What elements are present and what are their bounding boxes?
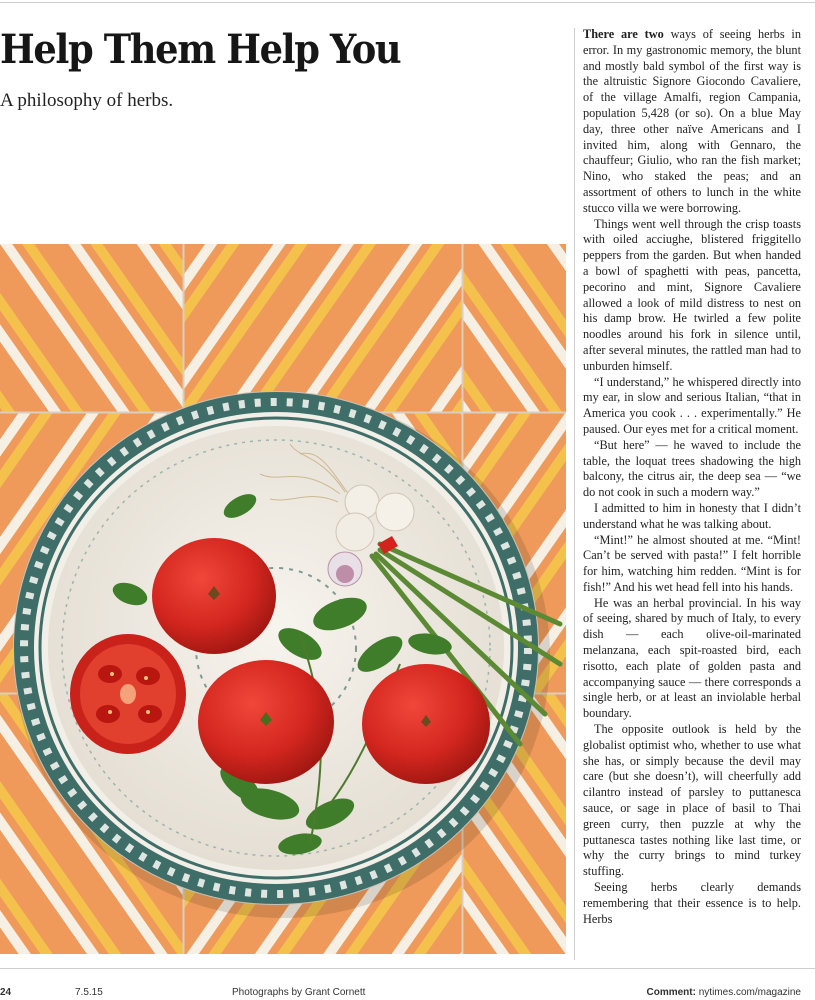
article-paragraph: “I understand,” he whispered directly into my ear, in slow and serious Italian, “that in America you cook . . . experimentally.” He paused. Our eyes met for a critical moment. [583, 374, 801, 436]
article-paragraph: “But here” — he waved to include the table, the loquat trees shadowing the high balcony, the citrus air, the deep sea — “we do not cook in such a modern way.” [583, 437, 801, 500]
tomato-top [152, 538, 276, 654]
article-paragraph: He was an herbal provincial. In his way of seeing, shared by much of Italy, to every dish — each olive-oil-marinated melanzana, each spit-roasted bird, each risotto, each plate of golden pasta and accompanying sauce — there corresponds a single herb, or at least an inviolable herbal boundary. [583, 595, 801, 721]
tomato-center [198, 660, 334, 784]
issue-date: 7.5.15 [75, 987, 103, 998]
tomato-plate-illustration [0, 244, 566, 954]
article-paragraph: There are two ways of seeing herbs in error. In my gastronomic memory, the blunt and mostly bald symbol of the first way is the altruistic Signore Giocondo Cavaliere, of the village Amalfi, region Campania, population 5,428 (or so). On a blue May day, three other naïve Americans and I invited him, along with Gennaro, the chauffeur; Giulio, who ran the fish market; Nino, who staked the peas; and an assortment of others to lunch in the white stucco villa we were borrowing. [583, 27, 801, 215]
comment-line [647, 987, 802, 998]
article-paragraph: I admitted to him in honesty that I didn’t understand what he was talking about. [583, 500, 801, 531]
page-number: 24 [0, 987, 12, 998]
article-photo [0, 244, 566, 954]
article-paragraph: The opposite outlook is held by the globalist optimist who, whether to use what she has, or simply because the devil may care (but she doesn’t), will cheerfully add cilantro instead of parsley to puttanesca sauce, or sage in place of basil to Thai green curry, then puzzle at why the puttanesca tastes nothing like last time, or why the curry brings to mind turkey stuffing. [583, 722, 801, 879]
tomato-halved [70, 634, 186, 754]
comment-link[interactable]: nytimes.com/magazine [698, 987, 801, 998]
article-lead: There are two [583, 27, 664, 41]
photo-credit: Photographs by Grant Cornett [232, 987, 366, 998]
article-body [583, 27, 801, 957]
article-paragraph: Things went well through the crisp toasts with oiled acciughe, blistered friggitello peppers from the garden. But when handed a bowl of spaghetti with peas, pancetta, pecorino and mint, Signore Cavaliere allowed a look of mild distress to nest on his damp brow. He twirled a few polite noodles around his fork in silence until, after several minutes, the rattled man had to unburden himself. [583, 216, 801, 373]
headline: Help Them Help You [0, 26, 401, 73]
footer-rule [0, 968, 815, 969]
article-paragraph: Seeing herbs clearly demands remembering that their essence is to help. Herbs [583, 880, 801, 926]
comment-label: Comment: [646, 987, 696, 998]
column-rule [574, 28, 575, 960]
subtitle: A philosophy of herbs. [0, 90, 174, 111]
tomato-right [362, 664, 490, 784]
article-paragraph: “Mint!” he almost shouted at me. “Mint! Can’t be served with pasta!” I felt horrible for him, watching him redden. “Mint is for fish!” And his wet head fell into his hands. [583, 532, 801, 594]
page-footer [0, 987, 815, 1000]
top-rule [0, 2, 815, 3]
